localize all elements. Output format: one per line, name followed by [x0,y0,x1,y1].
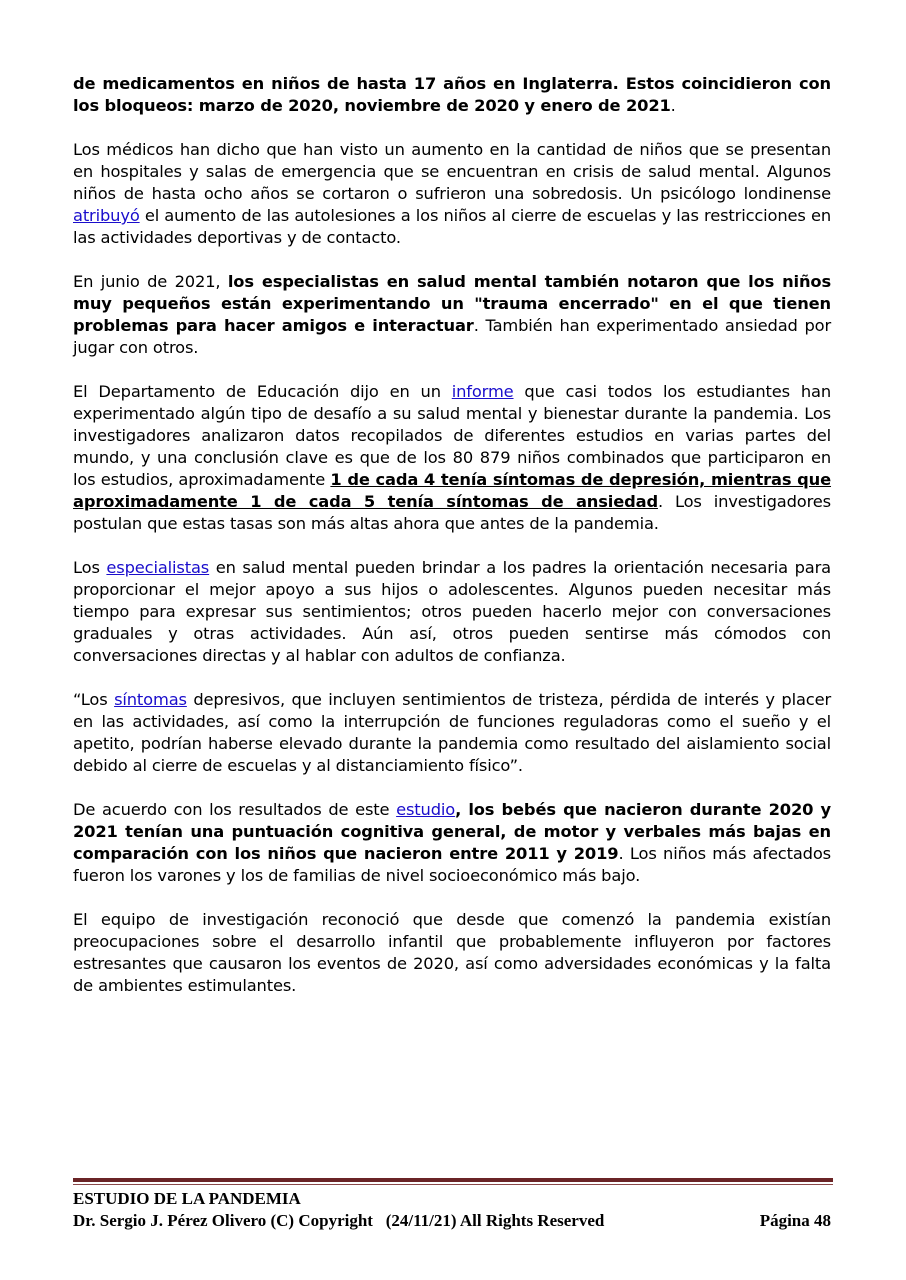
text-run: “Los [73,690,115,709]
paragraph [73,799,831,887]
bold-text-run: , los bebés que nacieron durante 2020 y 2021 tenían una puntuación cognitiva general, de motor y verbales más bajas en comparación con los niños que nacieron entre 2011 y 2019 [73,800,831,863]
text-run: El Departamento de Educación dijo en un [73,382,452,401]
page-footer [73,1188,831,1232]
text-run: que casi todos los estudiantes han experimentado algún tipo de desafío a su salud mental y bienestar durante la pandemia. Los investigadores analizaron datos recopilados de diferentes estudios en varias partes del mundo, y una conclusión clave es que de los 80 879 niños combinados que participaron en los estudios, aproximadamente [73,382,831,489]
text-run: El equipo de investigación reconoció que desde que comenzó la pandemia existían preocupaciones sobre el desarrollo infantil que probablemente influyeron por factores estresantes que causaron los eventos de 2020, así como adversidades económicas y la falta de ambientes estimulantes. [73,910,831,995]
text-run: depresivos, que incluyen sentimientos de tristeza, pérdida de interés y placer en las actividades, así como la interrupción de funciones reguladoras como el sueño y el apetito, podrían haberse elevado durante la pandemia como resultado del aislamiento social debido al cierre de escuelas y al distanciamiento físico”. [73,690,831,775]
text-run: . Los investigadores postulan que estas tasas son más altas ahora que antes de la pandemia. [73,492,831,533]
bold-text-run: de medicamentos en niños de hasta 17 años en Inglaterra. Estos coincidieron con los bloqueos: marzo de 2020, noviembre de 2020 y enero de 2021 [73,74,831,115]
paragraph [73,139,831,249]
link-estudio[interactable]: estudio [396,800,456,819]
paragraph [73,909,831,997]
paragraph [73,271,831,359]
paragraph [73,73,831,117]
paragraph [73,381,831,535]
footer-title: ESTUDIO DE LA PANDEMIA [73,1189,301,1208]
bold-text-run: 1 de cada 4 tenía síntomas de depresión, mientras que aproximadamente 1 de cada 5 tenía síntomas de ansiedad [73,470,832,511]
document-body [73,73,831,1019]
text-run: De acuerdo con los resultados de este [73,800,397,819]
paragraph [73,689,831,777]
text-run: . También han experimentado ansiedad por jugar con otros. [73,316,831,357]
link-sintomas[interactable]: síntomas [114,690,187,709]
link-informe[interactable]: informe [451,382,514,401]
text-run: . Los niños más afectados fueron los varones y los de familias de nivel socioeconómico más bajo. [73,844,831,885]
text-run: en salud mental pueden brindar a los padres la orientación necesaria para proporcionar el mejor apoyo a sus hijos o adolescentes. Algunos pueden necesitar más tiempo para expresar sus sentimientos; otros pueden hacerlo mejor con conversaciones graduales y otras actividades. Aún así, otros pueden sentirse más cómodos con conversaciones directas y al hablar con adultos de confianza. [73,558,831,665]
bold-text-run: los especialistas en salud mental también notaron que los niños muy pequeños están experimentando un "trauma encerrado" en el que tienen problemas para hacer amigos e interactuar [73,272,832,335]
text-run: el aumento de las autolesiones a los niños al cierre de escuelas y las restricciones en las actividades deportivas y de contacto. [73,206,831,247]
page-number: Página 48 [759,1211,831,1230]
paragraph [73,557,831,667]
link-especialistas[interactable]: especialistas [106,558,210,577]
footer-rule [73,1178,833,1185]
footer-copyright: Dr. Sergio J. Pérez Olivero (C) Copyright (24/11/21) All Rights Reserved [73,1211,605,1230]
text-run: Los médicos han dicho que han visto un aumento en la cantidad de niños que se presentan en hospitales y salas de emergencia que se encuentran en crisis de salud mental. Algunos niños de hasta ocho años se cortaron o sufrieron una sobredosis. Un psicólogo londinense [73,140,831,203]
text-run: En junio de 2021, [73,272,228,291]
text-run: Los [73,558,107,577]
link-atribuyo[interactable]: atribuyó [73,206,140,225]
text-run: . [670,96,676,115]
